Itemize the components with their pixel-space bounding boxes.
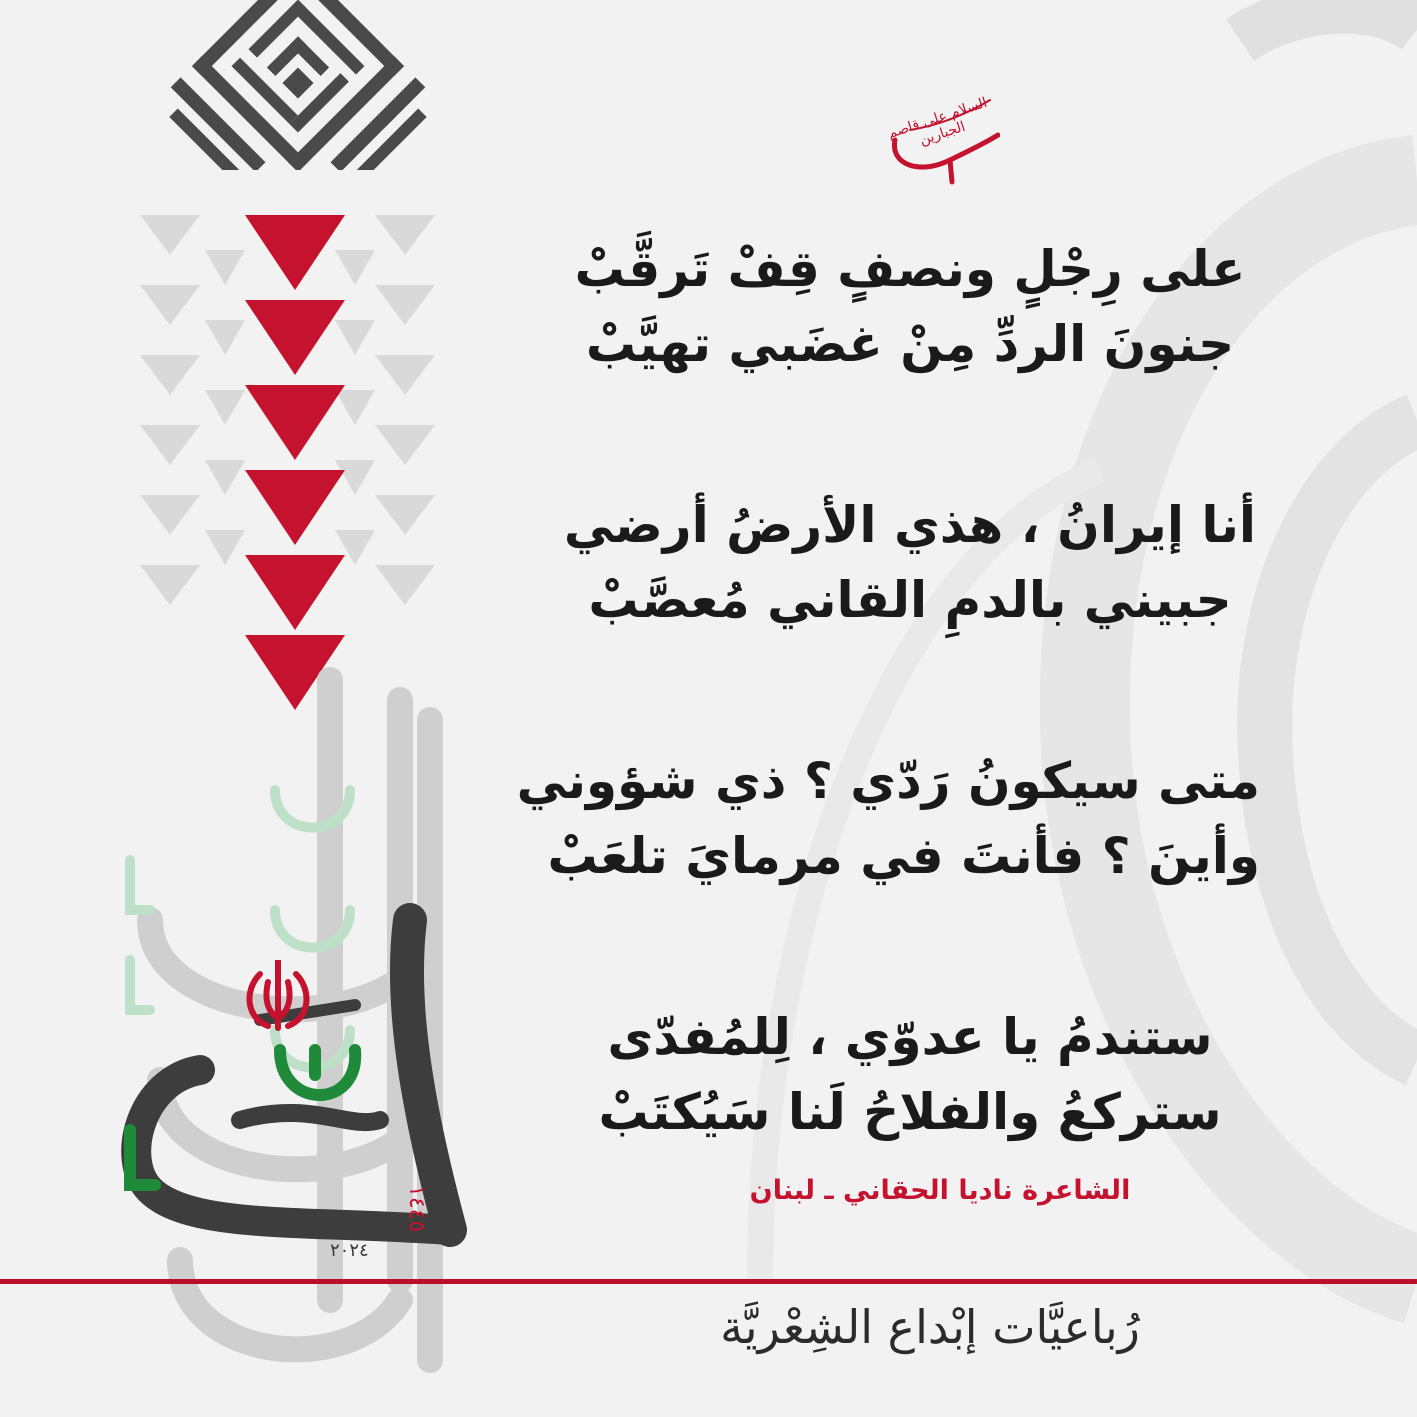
verse-line: على رِجْلٍ ونصفٍ قِفْ تَرقَّبْ — [574, 240, 1246, 298]
verse-line: متى سيكونُ رَدّي ؟ ذي شؤوني — [516, 752, 1260, 810]
verse-line: جبيني بالدمِ القاني مُعصَّبْ — [588, 571, 1232, 629]
verse-line: جنونَ الردِّ مِنْ غضَبي تهيَّبْ — [585, 315, 1235, 373]
stanza-1 — [560, 232, 1260, 488]
poet-credit: الشاعرة ناديا الحقاني ـ لبنان — [749, 1175, 1131, 1206]
verse-line: ستركعُ والفلاحُ لَنا سَيُكتَبْ — [598, 1083, 1222, 1141]
verse-line: ستندمُ يا عدوّي ، لِلمُفدّى — [607, 1008, 1213, 1066]
series-title: رُباعيَّات إبْداع الشِعْريَّة — [720, 1300, 1140, 1354]
verse-line: وأينَ ؟ فأنتَ في مرمايَ تلعَبْ — [547, 827, 1260, 885]
logo-text: السلام على قاصم الجبارين — [885, 94, 990, 149]
poem — [516, 232, 1260, 1256]
stanza-4 — [560, 1000, 1260, 1256]
iran-emblem-icon — [238, 960, 318, 1040]
calligraphy-logo — [880, 90, 1000, 185]
kufic-ornament — [118, 0, 478, 170]
stanza-3 — [516, 744, 1260, 1000]
year-label: ٢٠٢٤ — [330, 1240, 369, 1261]
triangle-pattern — [130, 210, 470, 710]
footer-divider — [0, 1279, 1417, 1284]
hijri-year-mark: ١٤٤٥ — [404, 1185, 429, 1233]
stanza-2 — [560, 488, 1260, 744]
verse-line: أنا إيرانُ ، هذي الأرضُ أرضي — [563, 496, 1257, 554]
